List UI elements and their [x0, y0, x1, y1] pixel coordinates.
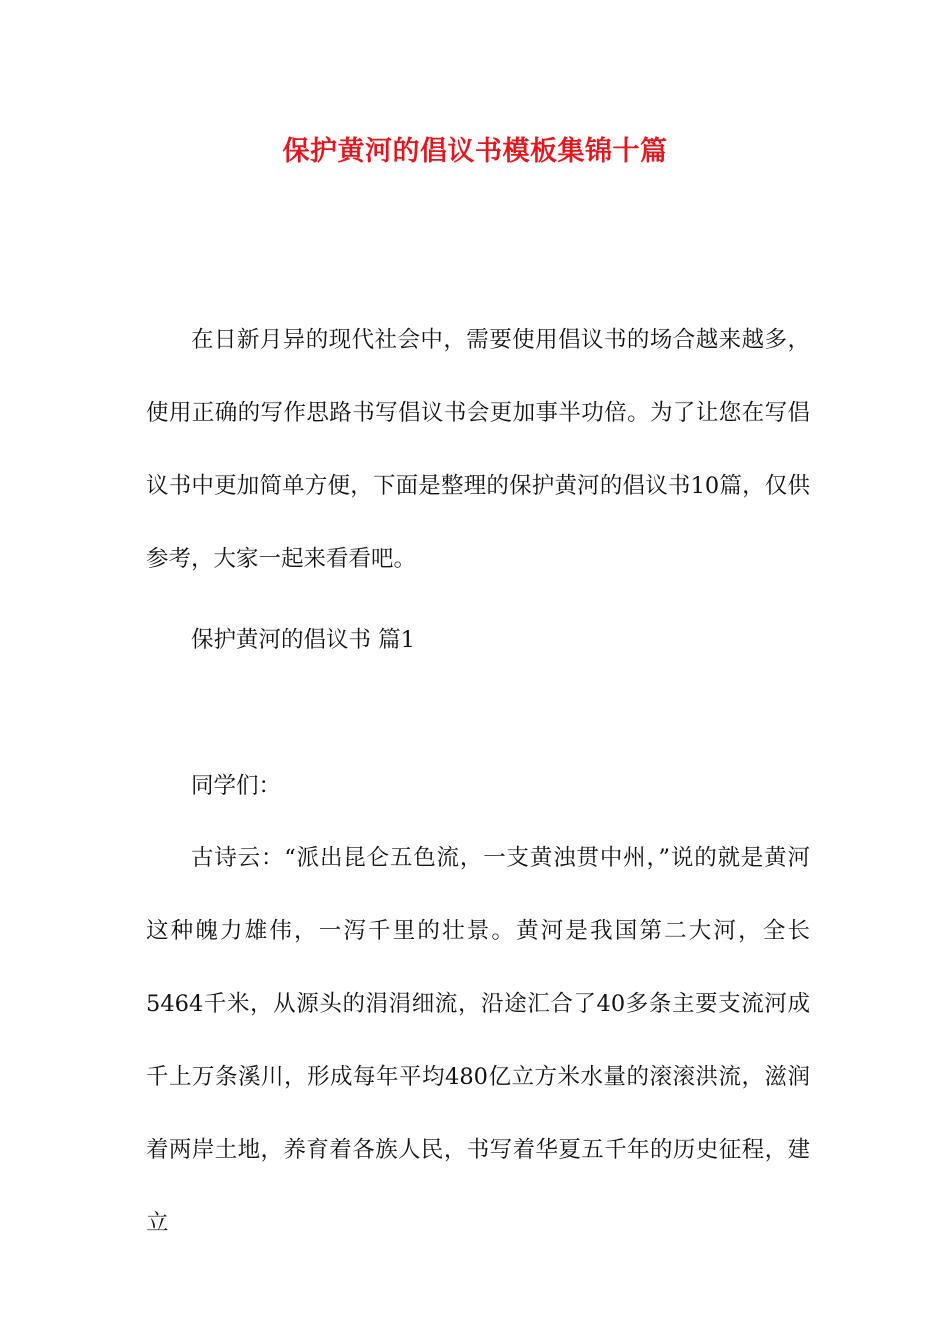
- section-heading: 保护黄河的倡议书 篇1: [191, 627, 415, 653]
- document-title: 保护黄河的倡议书模板集锦十篇: [282, 136, 668, 167]
- body-paragraph: 古诗云：“派出昆仑五色流，一支黄浊贯中州，”说的就是黄河这种魄力雄伟，一泻千里的壮景。黄河是我国第二大河，全长5464千米，从源头的涓涓细流，沿途汇合了40多条主要支流河成千上万条溪川，形成每年平均480亿立方米水量的滚滚洪流，滋润着两岸土地，养育着各族人民，书写着华夏五千年的历史征程，建立: [146, 845, 810, 1236]
- greeting-line: 同学们：: [191, 773, 282, 799]
- intro-paragraph: 在日新月异的现代社会中，需要使用倡议书的场合越来越多，使用正确的写作思路书写倡议书会更加事半功倍。为了让您在写倡议书中更加简单方便，下面是整理的保护黄河的倡议书10篇，仅供参考，大家一起来看看吧。: [146, 327, 810, 572]
